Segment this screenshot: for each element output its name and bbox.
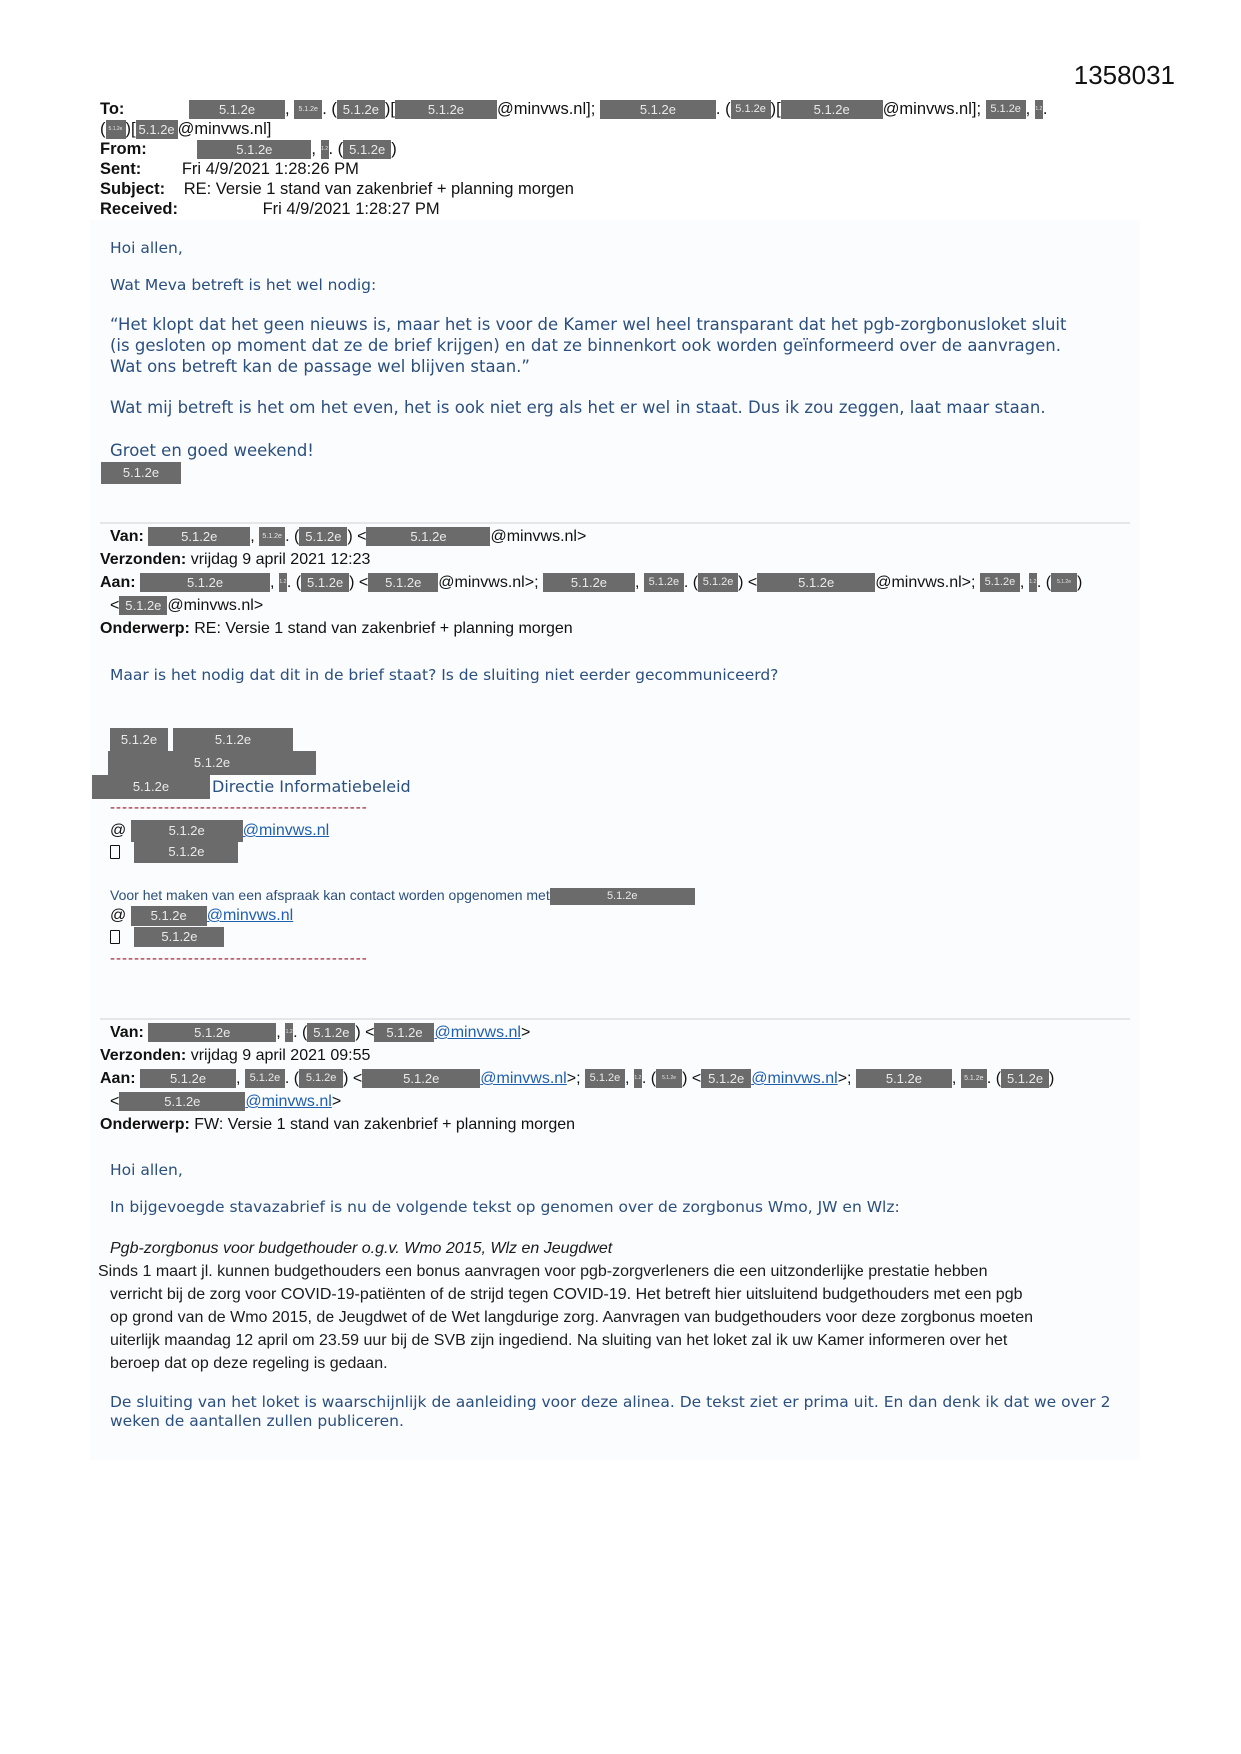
email-domain: @minvws.nl>; [875, 574, 976, 591]
department-name: Directie Informatiebeleid [212, 777, 411, 796]
closing-line: weken de aantallen zullen publiceren. [110, 1412, 404, 1430]
redaction: 5.1.2e [362, 1069, 480, 1088]
redaction: 5.1.2e [395, 100, 497, 119]
separator [100, 1018, 1130, 1020]
email3-van-row: Van: 5.1.2e , 1.2. ( 5.1.2e ) < 5.1.2e @minvws.nl> [110, 1024, 531, 1041]
signature-phone-row [110, 841, 238, 863]
appointment-row [110, 885, 695, 906]
closing-line: De sluiting van het loket is waarschijnlijk de aanleiding voor deze alinea. De tekst ziet er prima uit. En dan denk ik dat we over 2 [110, 1393, 1111, 1411]
appointment-email-row [110, 905, 293, 927]
onderwerp-value: FW: Versie 1 stand van zakenbrief + planning morgen [194, 1116, 576, 1133]
redaction: 5.1.2e [1051, 573, 1077, 592]
redaction: 5.1.2e [140, 573, 270, 592]
redaction: 5.1.2e [307, 1023, 355, 1042]
signature-redaction: 5.1.2e [173, 728, 293, 751]
redaction: 5.1.2e [698, 573, 738, 592]
signature-redaction: 5.1.2e [101, 462, 181, 484]
redaction: 5.1.2e [197, 140, 311, 159]
from-label: From: [100, 140, 147, 158]
received-value: Fri 4/9/2021 1:28:27 PM [262, 200, 440, 218]
email-domain: @minvws.nl] [177, 120, 272, 138]
redaction: 1.2 [279, 573, 287, 592]
redaction: 5.1.2e [148, 527, 250, 546]
redaction: 5.1.2e [140, 1069, 236, 1088]
email3-verzonden-row [100, 1045, 370, 1067]
email1-to-row: To: 5.1.2e , 5.1.2e . ( 5.1.2e )[ 5.1.2e @minvws.nl]; 5.1.2e . ( 5.1.2e )[ 5.1.2e @minvws.nl]; 5.1.2e , 1.2. [100, 100, 1048, 118]
email-link[interactable]: @minvws.nl [480, 1070, 567, 1087]
email3-aan-row: Aan: 5.1.2e , 5.1.2e . ( 5.1.2e ) < 5.1.2e @minvws.nl>; 5.1.2e , 1.2. ( 5.1.2e ) < 5.1.2e @minvws.nl>; 5.1.2e , 5.1.2e . ( 5.1.2e ) [100, 1070, 1055, 1087]
aan-label: Aan: [100, 1070, 136, 1087]
quote-line: uiterlijk maandag 12 april om 23.59 uur bij de SVB zijn ingediend. Na sluiting van het loket zal ik uw Kamer informeren over het [110, 1332, 1008, 1349]
onderwerp-value: RE: Versie 1 stand van zakenbrief + planning morgen [194, 620, 573, 637]
redaction: 5.1.2e [106, 120, 126, 139]
email1-received-row [100, 199, 440, 219]
van-label: Van: [110, 528, 144, 545]
van-label: Van: [110, 1024, 144, 1041]
verzonden-label: Verzonden: [100, 551, 187, 568]
redaction: 5.1.2e [301, 573, 349, 592]
received-label: Received: [100, 200, 178, 218]
quote-line: Sinds 1 maart jl. kunnen budgethouders een bonus aanvragen voor pgb-zorgverleners die een uitzonderlijke prestatie hebben [98, 1263, 988, 1280]
email1-to-row-cont: ( 5.1.2e )[ 5.1.2e @minvws.nl] [100, 120, 272, 138]
redaction: 5.1.2e [131, 906, 207, 926]
redaction: 5.1.2e [550, 888, 695, 905]
redaction: 5.1.2e [856, 1069, 952, 1088]
redaction: 5.1.2e [656, 1069, 682, 1088]
redaction: 5.1.2e [337, 100, 385, 119]
redaction: 5.1.2e [961, 1069, 987, 1088]
mobile-phone-icon [110, 845, 120, 859]
email2-verzonden-row [100, 549, 370, 571]
email1-subject-row [100, 179, 574, 199]
redaction: 5.1.2e [136, 120, 178, 139]
email-domain: @minvws.nl>; [438, 574, 539, 591]
document-number: 1358031 [1073, 60, 1175, 90]
redaction: 5.1.2e [134, 927, 224, 947]
redaction: 5.1.2e [374, 1023, 434, 1042]
verzonden-value: vrijdag 9 april 2021 12:23 [190, 551, 371, 568]
appointment-email-link[interactable]: @minvws.nl [206, 907, 294, 924]
redaction: 5.1.2e [134, 841, 238, 863]
signature-redaction: 5.1.2e [108, 751, 316, 775]
sent-value: Fri 4/9/2021 1:28:26 PM [181, 160, 359, 178]
at-icon: @ [110, 907, 127, 924]
email-link[interactable]: @minvws.nl [245, 1093, 332, 1110]
email1-closing: Groet en goed weekend! [110, 441, 314, 460]
mobile-phone-icon [110, 930, 120, 944]
redaction: 1.2 [285, 1023, 293, 1042]
email3-greeting: Hoi allen, [110, 1161, 183, 1179]
redaction: 5.1.2e [986, 100, 1026, 119]
redaction: 1.2 [1035, 100, 1043, 119]
signature-email-row [110, 820, 329, 842]
redaction: 5.1.2e [1001, 1069, 1049, 1088]
quote-line: op grond van de Wmo 2015, de Jeugdwet of de Wet langdurige zorg. Aanvragen van budgethouders voor deze zorgbonus moeten [110, 1309, 1033, 1326]
redaction: 1.2 [1029, 573, 1037, 592]
email2-van-row: Van: 5.1.2e , 5.1.2e . ( 5.1.2e ) < 5.1.2e @minvws.nl> [110, 528, 587, 545]
email2-body: Maar is het nodig dat dit in de brief staat? Is de sluiting niet eerder gecommuniceerd? [110, 666, 779, 684]
redaction: 5.1.2e [299, 1069, 343, 1088]
email1-p2: Wat mij betreft is het om het even, het is ook niet erg als het er wel in staat. Dus ik zou zeggen, laat maar staan. [110, 398, 1046, 417]
aan-label: Aan: [100, 574, 136, 591]
redaction: 5.1.2e [189, 100, 285, 119]
email3-closing [110, 1393, 1150, 1431]
email2-aan-row-cont: < 5.1.2e @minvws.nl> [110, 597, 264, 614]
signature-divider: ------------------------------------------- [110, 950, 368, 967]
email1-from-row: From: 5.1.2e , 1.2. ( 5.1.2e ) [100, 140, 397, 158]
email1-greeting: Hoi allen, [110, 239, 183, 257]
quote-line: Wat ons betreft kan de passage wel blijven staan.” [110, 357, 530, 376]
redaction: 5.1.2e [294, 100, 322, 119]
to-label: To: [100, 100, 125, 118]
email-domain: @minvws.nl]; [496, 100, 596, 118]
redaction: 5.1.2e [368, 573, 438, 592]
email1-quote [110, 314, 1140, 377]
quote-line: verricht bij de zorg voor COVID-19-patiënten of de strijd tegen COVID-19. Het betreft hier uitsluitend budgethouders met een pgb [110, 1286, 1023, 1303]
sent-label: Sent: [100, 160, 142, 178]
redaction: 5.1.2e [644, 573, 684, 592]
quote-title: Pgb-zorgbonus voor budgethouder o.g.v. Wmo 2015, Wlz en Jeugdwet [110, 1240, 613, 1257]
email-domain: @minvws.nl> [167, 597, 264, 614]
redaction: 5.1.2e [701, 1069, 751, 1088]
verzonden-value: vrijdag 9 april 2021 09:55 [190, 1047, 371, 1064]
email3-aan-row-cont: < 5.1.2e @minvws.nl> [110, 1093, 342, 1110]
redaction: 5.1.2e [119, 1092, 245, 1111]
quote-line: (is gesloten op moment dat ze de brief krijgen) en dat ze binnenkort ook worden geïnformeerd over de aanvragen. [110, 336, 1061, 355]
redaction: 5.1.2e [148, 1023, 276, 1042]
email3-intro: In bijgevoegde stavazabrief is nu de volgende tekst op genomen over de zorgbonus Wmo, JW en Wlz: [110, 1198, 900, 1216]
subject-label: Subject: [100, 180, 166, 198]
appointment-text: Voor het maken van een afspraak kan contact worden opgenomen met [110, 887, 550, 903]
onderwerp-label: Onderwerp: [100, 620, 190, 637]
quote-line: “Het klopt dat het geen nieuws is, maar het is voor de Kamer wel heel transparant dat het pgb-zorgbonusloket sluit [110, 315, 1067, 334]
redaction: 5.1.2e [299, 527, 347, 546]
redaction: 5.1.2e [585, 1069, 625, 1088]
at-icon: @ [110, 822, 127, 840]
appointment-phone-row [110, 926, 224, 948]
redaction: 5.1.2e [343, 140, 391, 159]
email2-onderwerp-row [100, 618, 573, 640]
signature-redaction: 5.1.2e [92, 775, 210, 799]
quoted-letter-text [98, 1260, 1138, 1375]
redaction: 5.1.2e [600, 100, 716, 119]
email-link[interactable]: @minvws.nl [751, 1070, 838, 1087]
redaction: 5.1.2e [245, 1069, 285, 1088]
redaction: 5.1.2e [781, 100, 883, 119]
email-link[interactable]: @minvws.nl [434, 1024, 521, 1041]
redaction: 5.1.2e [757, 573, 875, 592]
redaction: 1.2 [321, 140, 329, 159]
email-domain: @minvws.nl]; [882, 100, 982, 118]
signature-divider: ------------------------------------------- [110, 799, 368, 816]
onderwerp-label: Onderwerp: [100, 1116, 190, 1133]
subject-value: RE: Versie 1 stand van zakenbrief + planning morgen [183, 180, 574, 198]
signature-email-link[interactable]: @minvws.nl [242, 822, 330, 840]
email1-p1: Wat Meva betreft is het wel nodig: [110, 276, 377, 294]
email2-aan-row: Aan: 5.1.2e , 1.2. ( 5.1.2e ) < 5.1.2e @minvws.nl>; 5.1.2e , 5.1.2e . ( 5.1.2e ) < 5.1.2e @minvws.nl>; 5.1.2e , 1.2. ( 5.1.2e ) [100, 574, 1083, 591]
redaction: 5.1.2e [119, 596, 167, 615]
redaction: 5.1.2e [366, 527, 490, 546]
redaction: 5.1.2e [543, 573, 635, 592]
redaction: 1.2 [634, 1069, 642, 1088]
separator [100, 522, 1130, 524]
redaction: 5.1.2e [259, 527, 285, 546]
signature-redaction: 5.1.2e [110, 728, 168, 751]
email1-sent-row [100, 159, 359, 179]
email-domain: @minvws.nl> [490, 528, 587, 545]
redaction: 5.1.2e [131, 820, 243, 842]
verzonden-label: Verzonden: [100, 1047, 187, 1064]
redaction: 5.1.2e [731, 100, 771, 119]
redaction: 5.1.2e [980, 573, 1020, 592]
quote-line: beroep dat op deze regeling is gedaan. [110, 1355, 388, 1372]
email3-onderwerp-row [100, 1114, 575, 1136]
